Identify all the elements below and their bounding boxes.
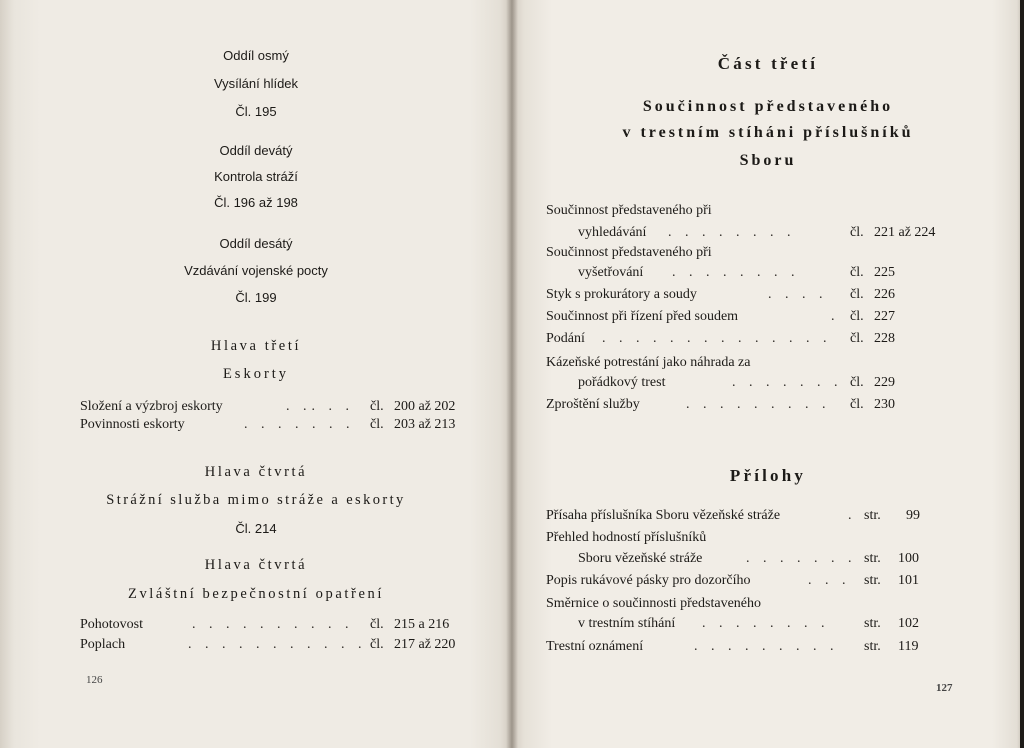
toc-ref: 217 až 220 [394, 637, 456, 652]
toc-ref-label: str. [864, 639, 881, 654]
toc-ref-label: čl. [850, 225, 864, 240]
toc-ref-label: čl. [850, 331, 864, 346]
toc-entry-title: vyhledávání [578, 225, 647, 240]
toc-row[interactable] [546, 265, 986, 285]
toc-entry-title: Složení a výzbroj eskorty [80, 399, 223, 414]
toc-row[interactable] [546, 573, 986, 593]
part-title-line: v trestním stíháni příslušníků [622, 124, 914, 141]
toc-leader-dots: . . . [808, 573, 851, 588]
toc-ref: 228 [874, 331, 895, 346]
toc-row[interactable] [80, 417, 480, 437]
page-number: 127 [936, 682, 953, 694]
toc-ref-label: čl. [850, 375, 864, 390]
toc-entry-title: Popis rukávové pásky pro dozorčího [546, 573, 751, 588]
toc-ref-label: čl. [370, 617, 384, 632]
right-page [512, 0, 1024, 748]
toc-entry-title-line1: Součinnost představeného při [546, 203, 712, 218]
toc-ref: 203 až 213 [394, 417, 456, 432]
toc-leader-dots: . . . . . . . . . [686, 397, 831, 412]
toc-entry-title-line1: Směrnice o součinnosti představeného [546, 596, 762, 611]
toc-entry-title: Poplach [80, 637, 126, 652]
toc-ref-label: str. [864, 616, 881, 631]
toc-entry-title: Styk s prokurátory a soudy [546, 287, 697, 302]
toc-row[interactable] [80, 399, 480, 419]
toc-entry-title: Podání [546, 331, 585, 346]
toc-entry-first-line [546, 530, 986, 550]
toc-leader-dots: . [831, 309, 840, 324]
toc-ref-label: čl. [850, 397, 864, 412]
toc-row[interactable] [80, 637, 480, 657]
toc-ref: 100 [898, 551, 919, 566]
toc-row[interactable] [546, 639, 986, 659]
toc-leader-dots: . . . . . . . . . [694, 639, 839, 654]
toc-entry-title: Pohotovost [80, 617, 144, 632]
toc-entry-title: Povinnosti eskorty [80, 417, 185, 432]
appendix-heading: Přílohy [729, 466, 807, 485]
section-title-pocty: Vzdávání vojenské pocty [184, 263, 328, 278]
toc-ref: 227 [874, 309, 895, 324]
toc-ref: 230 [874, 397, 895, 412]
toc-ref-label: čl. [370, 637, 384, 652]
toc-entry-first-line [546, 596, 986, 616]
toc-ref-label: str. [864, 508, 881, 523]
part-heading: Část třetí [717, 54, 819, 73]
toc-ref-label: str. [864, 573, 881, 588]
toc-row[interactable] [546, 375, 986, 395]
toc-entry-title-line1: Kázeňské potrestání jako náhrada za [546, 355, 751, 370]
toc-ref-label: čl. [370, 399, 384, 414]
page-number: 126 [86, 674, 103, 686]
toc-ref: 101 [898, 573, 919, 588]
toc-ref-label: str. [864, 551, 881, 566]
toc-entry-first-line [546, 355, 986, 375]
toc-entry-title: Zproštění služby [546, 397, 640, 412]
toc-leader-dots: . . . . . . . . [668, 225, 796, 240]
toc-leader-dots: . . . . [768, 287, 828, 302]
book-gutter [506, 0, 518, 748]
toc-row[interactable] [546, 397, 986, 417]
toc-ref: 225 [874, 265, 895, 280]
toc-entry-title: Trestní oznámení [546, 639, 644, 654]
toc-leader-dots: . . . . . . . . . . . [188, 637, 367, 652]
toc-ref: 200 až 202 [394, 399, 456, 414]
section-ref-199: Čl. 199 [235, 290, 277, 305]
toc-entry-title: vyšetřování [578, 265, 644, 280]
toc-leader-dots: . . . . . . . . . . . . . . [602, 331, 832, 346]
toc-entry-title: Sboru vězeňské stráže [578, 551, 703, 566]
toc-leader-dots: . . . . . . . . [702, 616, 830, 631]
toc-leader-dots: . .. . . [286, 399, 354, 414]
chapter-title-strazni-sluzba: Strážní služba mimo stráže a eskorty [106, 492, 406, 508]
toc-leader-dots: . [848, 508, 857, 523]
toc-ref-label: čl. [850, 287, 864, 302]
toc-ref-label: čl. [850, 265, 864, 280]
toc-leader-dots: . . . . . . . [732, 375, 843, 390]
toc-entry-title: Přísaha příslušníka Sboru vězeňské stráže [546, 508, 781, 523]
toc-leader-dots: . . . . . . . . . . [192, 617, 354, 632]
toc-ref-label: čl. [370, 417, 384, 432]
chapter-title-opatreni: Zvláštní bezpečnostní opatření [128, 586, 384, 602]
toc-ref: 221 až 224 [874, 225, 936, 240]
toc-row[interactable] [546, 309, 986, 329]
toc-ref: 102 [898, 616, 919, 631]
toc-entry-title-line1: Součinnost představeného při [546, 245, 712, 260]
toc-ref: 215 a 216 [394, 617, 450, 632]
toc-entry-title: v trestním stíhání [578, 616, 676, 631]
section-heading-oddil-9: Oddíl devátý [219, 143, 293, 158]
toc-ref: 229 [874, 375, 895, 390]
toc-entry-title: pořádkový trest [578, 375, 666, 390]
toc-entry-first-line [546, 245, 986, 265]
toc-row[interactable] [546, 225, 986, 245]
part-title-line: Součinnost představeného [642, 98, 894, 115]
section-ref-195: Čl. 195 [235, 104, 277, 119]
toc-entry-title-line1: Přehled hodností příslušníků [546, 530, 707, 545]
chapter-heading-hlava-3: Hlava třetí [210, 338, 302, 354]
toc-row[interactable] [546, 508, 986, 528]
chapter-ref-214: Čl. 214 [235, 521, 277, 536]
section-ref-196-198: Čl. 196 až 198 [214, 195, 298, 210]
toc-row[interactable] [546, 616, 986, 636]
toc-ref: 119 [898, 639, 919, 654]
toc-row[interactable] [546, 287, 986, 307]
page-edge [1020, 0, 1024, 748]
toc-row[interactable] [80, 617, 480, 637]
toc-ref: 226 [874, 287, 895, 302]
toc-row[interactable] [546, 331, 986, 351]
toc-leader-dots: . . . . . . . . [672, 265, 800, 280]
chapter-title-eskorty: Eskorty [222, 366, 290, 382]
section-title-vysilani-hlidek: Vysílání hlídek [213, 76, 299, 91]
section-title-kontrola-strazi: Kontrola stráží [214, 169, 298, 184]
toc-entry-title: Součinnost při řízení před soudem [546, 309, 739, 324]
chapter-heading-hlava-4a: Hlava čtvrtá [204, 464, 308, 480]
toc-leader-dots: . . . . . . . [746, 551, 857, 566]
toc-ref-label: čl. [850, 309, 864, 324]
toc-leader-dots: . . . . . . . [244, 417, 355, 432]
chapter-heading-hlava-4b: Hlava čtvrtá [204, 557, 308, 573]
section-heading-oddil-10: Oddíl desátý [219, 236, 293, 251]
section-heading-oddil-8: Oddíl osmý [223, 48, 289, 63]
toc-entry-first-line [546, 203, 986, 223]
toc-ref: 99 [906, 508, 920, 523]
toc-row[interactable] [546, 551, 986, 571]
part-title-line: Sboru [739, 152, 797, 169]
